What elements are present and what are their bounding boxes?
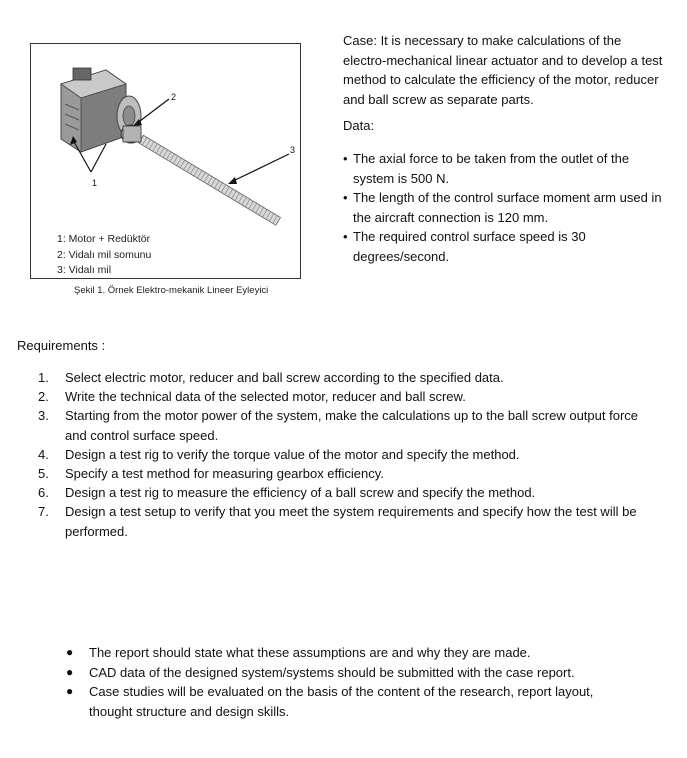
requirement-item	[38, 483, 658, 502]
bullet-icon: •	[343, 229, 348, 244]
callout-label-2: 2	[171, 92, 177, 102]
requirement-text: Specify a test method for measuring gearbox efficiency.	[65, 466, 384, 482]
requirement-text: Design a test setup to verify that you meet the system requirements and specify how the test will be performed.	[65, 504, 637, 539]
ball-screw-shaft	[139, 135, 281, 225]
requirement-item	[38, 502, 658, 540]
legend-item: 3: Vidalı mil	[57, 264, 112, 276]
requirement-number: 1.	[38, 370, 49, 385]
ball-screw-nut	[121, 125, 141, 143]
callout-label-3: 3	[290, 145, 296, 155]
data-item-text: The length of the control surface moment arm used in the aircraft connection is 120 mm.	[353, 190, 662, 225]
requirement-number: 6.	[38, 485, 49, 501]
requirement-number: 2.	[38, 389, 49, 405]
data-list	[343, 149, 663, 266]
data-item	[343, 227, 663, 266]
requirement-text: Design a test rig to measure the efficiency of a ball screw and specify the method.	[65, 485, 536, 501]
requirement-item	[38, 387, 658, 406]
callout-line-3	[231, 154, 289, 182]
requirement-number: 3.	[38, 408, 49, 424]
bullet-icon: •	[343, 190, 348, 205]
legend-item: 1: Motor + Redüktör	[57, 233, 151, 245]
requirements-heading: Requirements :	[17, 338, 106, 353]
callout-line-1b	[91, 144, 106, 172]
legend-item: 2: Vidalı mil somunu	[57, 248, 152, 261]
bullet-icon: ●	[66, 684, 74, 698]
requirement-item	[38, 368, 658, 387]
requirement-item	[38, 406, 658, 444]
notes-list	[66, 643, 636, 721]
bullet-icon: ●	[66, 664, 74, 679]
actuator-figure	[30, 43, 301, 279]
requirement-number: 5.	[38, 466, 49, 482]
requirements-list	[38, 368, 658, 541]
requirement-item	[38, 464, 658, 483]
motor-body	[61, 68, 126, 152]
note-text: The report should state what these assumptions are and why they are made.	[89, 645, 531, 660]
bullet-icon: •	[343, 151, 348, 166]
requirement-text: Starting from the motor power of the system, make the calculations up to the ball screw output force and control surface speed.	[65, 408, 638, 443]
data-item-text: The required control surface speed is 30 degrees/second.	[353, 229, 586, 264]
note-item	[66, 682, 636, 721]
requirement-number: 7.	[38, 504, 49, 520]
note-text: CAD data of the designed system/systems should be submitted with the case report.	[89, 664, 575, 680]
requirement-item	[38, 445, 658, 464]
case-description: Case: It is necessary to make calculations of the electro-mechanical linear actuator and to develop a test method to calculate the efficiency of the motor, reducer and ball screw as separate parts.	[343, 33, 663, 107]
callout-label-1: 1	[92, 178, 98, 188]
requirement-text: Write the technical data of the selected motor, reducer and ball screw.	[65, 389, 466, 405]
data-heading: Data:	[343, 118, 375, 133]
data-item	[343, 188, 663, 227]
requirement-text: Design a test rig to verify the torque value of the motor and specify the method.	[65, 446, 520, 462]
bullet-icon: ●	[66, 645, 74, 659]
note-text: Case studies will be evaluated on the basis of the content of the research, report layout, thought structure and design skills.	[89, 684, 594, 719]
figure-legend	[57, 232, 151, 279]
figure-caption: Şekil 1. Örnek Elektro-mekanik Lineer Eyleyici	[74, 285, 269, 296]
requirement-number: 4.	[38, 446, 49, 462]
requirement-text: Select electric motor, reducer and ball screw according to the specified data.	[65, 370, 504, 385]
data-item-text: The axial force to be taken from the outlet of the system is 500 N.	[353, 151, 630, 186]
data-item	[343, 149, 663, 188]
callout-arrow-3	[228, 177, 237, 184]
note-item	[66, 643, 636, 663]
note-item	[66, 663, 636, 683]
